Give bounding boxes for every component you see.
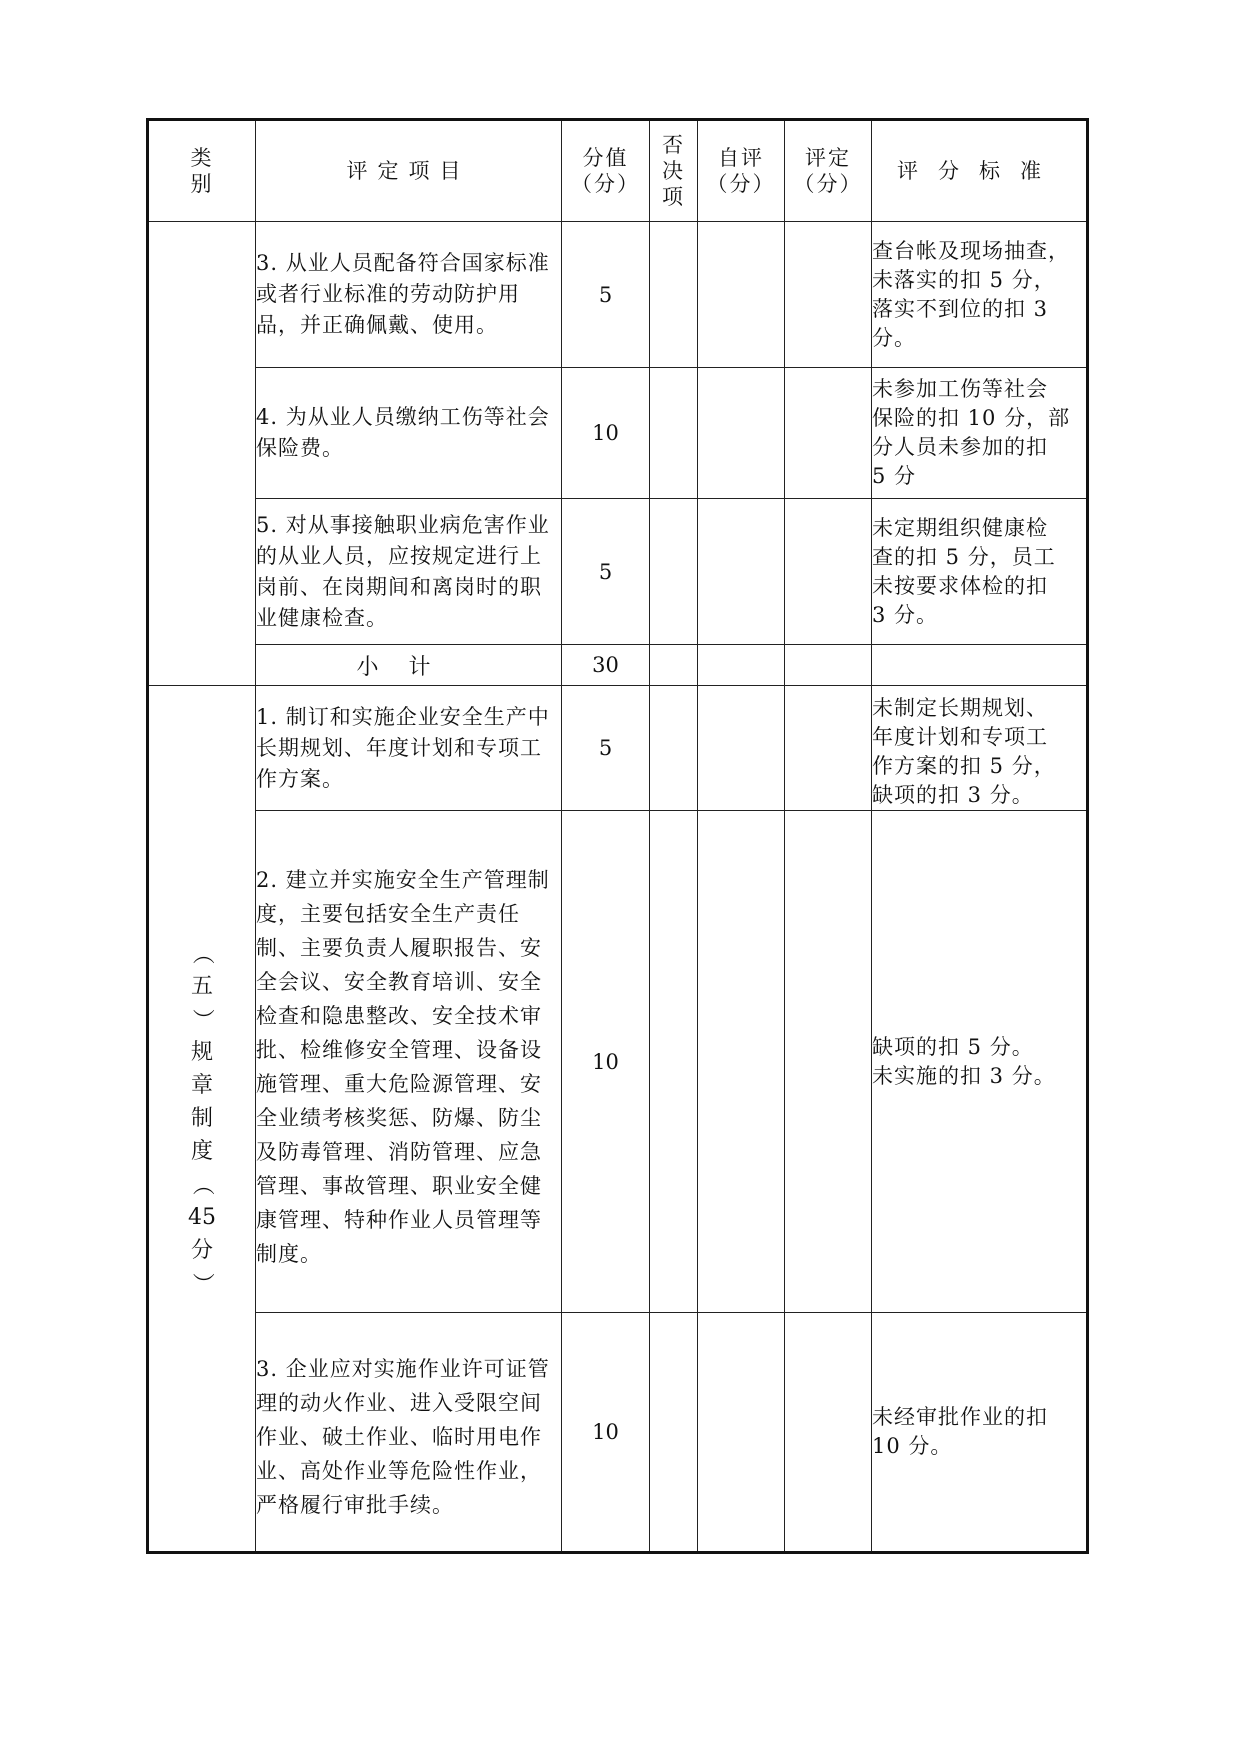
rating-cell xyxy=(785,499,872,645)
header-self-eval: 自评 （分） xyxy=(698,120,785,222)
self-eval-cell xyxy=(698,368,785,499)
standard-cell: 未制定长期规划、 年度计划和专项工 作方案的扣 5 分， 缺项的扣 3 分。 xyxy=(872,686,1088,811)
item-cell: 4. 为从业人员缴纳工伤等社会保险费。 xyxy=(256,368,562,499)
self-eval-cell xyxy=(698,1313,785,1553)
table-row xyxy=(148,1313,1088,1553)
standard-cell: 查台帐及现场抽查， 未落实的扣 5 分， 落实不到位的扣 3 分。 xyxy=(872,222,1088,368)
veto-cell xyxy=(650,645,698,686)
header-row xyxy=(148,120,1088,222)
self-eval-cell xyxy=(698,811,785,1313)
subtotal-row xyxy=(148,645,1088,686)
rating-cell xyxy=(785,368,872,499)
score-cell: 10 xyxy=(562,368,650,499)
self-eval-cell xyxy=(698,499,785,645)
category-cell-blank xyxy=(148,222,256,686)
veto-cell xyxy=(650,499,698,645)
header-standard: 评分标准 xyxy=(872,120,1088,222)
subtotal-value: 30 xyxy=(562,645,650,686)
veto-cell xyxy=(650,368,698,499)
veto-cell xyxy=(650,222,698,368)
self-eval-cell xyxy=(698,222,785,368)
standard-cell: 未定期组织健康检 查的扣 5 分，员工 未按要求体检的扣 3 分。 xyxy=(872,499,1088,645)
item-cell: 2. 建立并实施安全生产管理制度，主要包括安全生产责任制、主要负责人履职报告、安全会议、安全教育培训、安全检查和隐患整改、安全技术审批、检维修安全管理、设备设施管理、重大危险源管理、安全业绩考核奖惩、防爆、防尘及防毒管理、消防管理、应急管理、事故管理、职业安全健康管理、特种作业人员管理等制度。 xyxy=(256,811,562,1313)
header-item: 评定项目 xyxy=(256,120,562,222)
table-row xyxy=(148,368,1088,499)
header-veto: 否 决 项 xyxy=(650,120,698,222)
score-cell: 5 xyxy=(562,222,650,368)
table-row xyxy=(148,499,1088,645)
table-row xyxy=(148,811,1088,1313)
veto-cell xyxy=(650,686,698,811)
self-eval-cell xyxy=(698,645,785,686)
table-row xyxy=(148,222,1088,368)
table-row xyxy=(148,686,1088,811)
veto-cell xyxy=(650,1313,698,1553)
evaluation-table xyxy=(146,118,1089,1554)
subtotal-label: 小计 xyxy=(256,645,562,686)
score-cell: 10 xyxy=(562,811,650,1313)
veto-cell xyxy=(650,811,698,1313)
rating-cell xyxy=(785,686,872,811)
rating-cell xyxy=(785,1313,872,1553)
header-score: 分值 （分） xyxy=(562,120,650,222)
rating-cell xyxy=(785,645,872,686)
standard-cell: 缺项的扣 5 分。 未实施的扣 3 分。 xyxy=(872,811,1088,1313)
item-cell: 3. 企业应对实施作业许可证管理的动火作业、进入受限空间作业、破土作业、临时用电作业、高处作业等危险性作业，严格履行审批手续。 xyxy=(256,1313,562,1553)
rating-cell xyxy=(785,811,872,1313)
item-cell: 3. 从业人员配备符合国家标准或者行业标准的劳动防护用品，并正确佩戴、使用。 xyxy=(256,222,562,368)
score-cell: 5 xyxy=(562,686,650,811)
item-cell: 5. 对从事接触职业病危害作业的从业人员，应按规定进行上岗前、在岗期间和离岗时的职业健康检查。 xyxy=(256,499,562,645)
rating-cell xyxy=(785,222,872,368)
item-cell: 1. 制订和实施企业安全生产中长期规划、年度计划和专项工作方案。 xyxy=(256,686,562,811)
score-cell: 10 xyxy=(562,1313,650,1553)
header-category: 类 别 xyxy=(148,120,256,222)
self-eval-cell xyxy=(698,686,785,811)
standard-cell: 未经审批作业的扣 10 分。 xyxy=(872,1313,1088,1553)
standard-cell xyxy=(872,645,1088,686)
score-cell: 5 xyxy=(562,499,650,645)
category-cell: （ 五 ） 规 章 制 度 （ 45 分 ） xyxy=(148,686,256,1553)
header-rating: 评定 （分） xyxy=(785,120,872,222)
standard-cell: 未参加工伤等社会 保险的扣 10 分，部 分人员未参加的扣 5 分 xyxy=(872,368,1088,499)
